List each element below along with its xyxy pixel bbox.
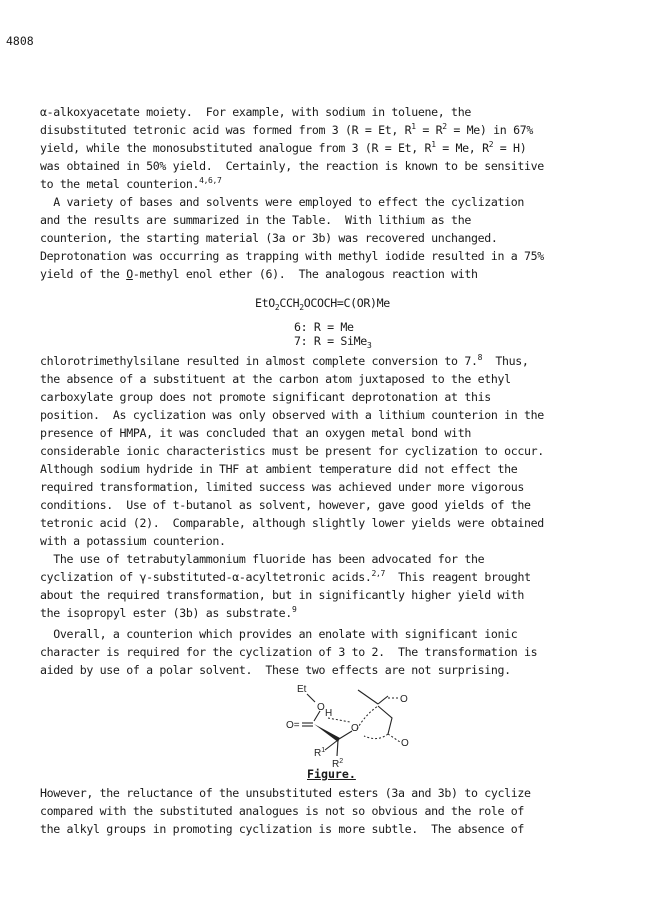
formula-main: $EtO_2CCH_2OCOCH=C(OR)Me$ — [255, 296, 390, 312]
figure-label-o: O — [351, 723, 359, 734]
body-line: position. As cyclization was only observed with a lithium counterion in the — [40, 408, 544, 422]
figure-label-o: O — [400, 694, 408, 705]
body-line: and the results are summarized in the Table. With lithium as the — [40, 213, 471, 227]
figure-label-r1: $R^1$ — [314, 747, 326, 759]
body-line: yield of the O-methyl enol ether (6). The analogous reaction with — [40, 267, 478, 281]
body-line: aided by use of a polar solvent. These two effects are not surprising. — [40, 663, 511, 677]
body-line: Although sodium hydride in THF at ambient temperature did not effect the — [40, 462, 518, 476]
figure-label-h: H — [325, 708, 333, 719]
body-line: α-alkoxyacetate moiety. For example, with sodium in toluene, the — [40, 105, 471, 119]
figure-label-o: O — [401, 738, 409, 749]
compound-7-label: 7: R = SiMe$_3$ — [294, 334, 372, 350]
body-line: Overall, a counterion which provides an enolate with significant ionic — [40, 627, 518, 641]
body-line: to the metal counterion.$^{4,6,7}$ — [40, 176, 222, 191]
body-line: counterion, the starting material (3a or 3b) was recovered unchanged. — [40, 231, 498, 245]
body-line: cyclization of γ-substituted-α-acyltetronic acids.$^{2,7}$ This reagent brought — [40, 569, 531, 584]
body-line: A variety of bases and solvents were employed to effect the cyclization — [40, 195, 524, 209]
figure-label-r2: $R^2$ — [332, 758, 344, 770]
body-line: Deprotonation was occurring as trapping with methyl iodide resulted in a 75% — [40, 249, 544, 263]
body-line: about the required transformation, but in significantly higher yield with — [40, 588, 524, 602]
body-line: was obtained in 50% yield. Certainly, the reaction is known to be sensitive — [40, 159, 544, 173]
body-line: character is required for the cyclization of 3 to 2. The transformation is — [40, 645, 538, 659]
body-line: the alkyl groups in promoting cyclization is more subtle. The absence of — [40, 822, 524, 836]
body-line: yield, while the monosubstituted analogue from 3 (R = Et, $R^1 = Me$, $R^2 = H$) — [40, 140, 527, 155]
body-line: compared with the substituted analogues is not so obvious and the role of — [40, 804, 524, 818]
body-line: chlorotrimethylsilane resulted in almost complete conversion to 7.$^8$ Thus, — [40, 353, 529, 368]
body-line: However, the reluctance of the unsubstituted esters (3a and 3b) to cyclize — [40, 786, 531, 800]
body-line: conditions. Use of t-butanol as solvent, however, gave good yields of the — [40, 498, 531, 512]
body-line: disubstituted tetronic acid was formed from 3 (R = Et, $R^1 = R^2 = Me$) in 67% — [40, 122, 533, 137]
body-line: considerable ionic characteristics must be present for cyclization to occur. — [40, 444, 544, 458]
body-line: The use of tetrabutylammonium fluoride has been advocated for the — [40, 552, 485, 566]
chelate-structure-figure — [280, 676, 430, 771]
figure-label-o: O= — [286, 720, 300, 731]
page-number: 4808 — [6, 34, 34, 48]
body-line: required transformation, limited success was achieved under more vigorous — [40, 480, 524, 494]
body-line: presence of HMPA, it was concluded that an oxygen metal bond with — [40, 426, 471, 440]
compound-6-label: 6: R = Me — [294, 320, 354, 334]
body-line: with a potassium counterion. — [40, 534, 226, 548]
figure-label-et: Et — [297, 684, 307, 695]
body-line: the isopropyl ester (3b) as substrate.$^9$ — [40, 605, 297, 620]
figure-label-o: O — [317, 702, 325, 713]
body-line: tetronic acid (2). Comparable, although slightly lower yields were obtained — [40, 516, 544, 530]
body-line: carboxylate group does not promote significant deprotonation at this — [40, 390, 491, 404]
body-line: the absence of a substituent at the carbon atom juxtaposed to the ethyl — [40, 372, 511, 386]
figure-caption: Figure. — [307, 767, 356, 781]
